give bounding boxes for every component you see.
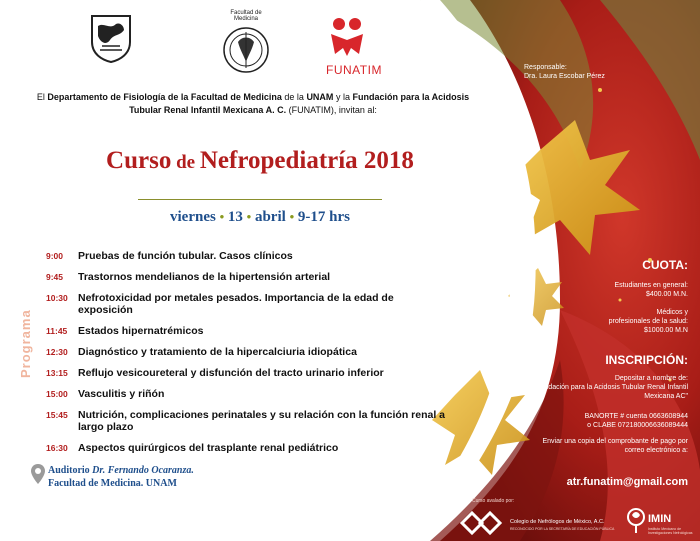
unam-seal-icon xyxy=(88,12,134,64)
intro-org-unam: UNAM xyxy=(306,92,334,102)
program-time: 10:30 xyxy=(46,293,68,303)
date-month: abril xyxy=(254,209,286,225)
avalado-label: Curso avalado por: xyxy=(472,498,515,504)
cnm-subtitle: RECONOCIDO POR LA SECRETARÍA DE EDUCACIÓN PÚBLICA xyxy=(510,527,615,531)
program-item xyxy=(46,271,446,283)
imin-name: IMIN xyxy=(648,513,672,525)
title-word: Curso xyxy=(106,147,172,174)
funatim-logo-icon xyxy=(325,14,369,60)
inscripcion-heading: INSCRIPCIÓN: xyxy=(605,353,688,367)
intro-part: y la xyxy=(333,92,353,102)
cuota-medics-amount: $1000.00 M.N xyxy=(644,327,688,334)
program-title: Aspectos quirúrgicos del trasplante renal pediátrico xyxy=(78,442,339,454)
separator-dot: • xyxy=(289,209,295,224)
cuota-students-label: Estudiantes en general: xyxy=(614,282,688,289)
program-time: 9:00 xyxy=(46,251,64,261)
program-title: Pruebas de función tubular. Casos clínicos xyxy=(78,250,293,262)
date-hours: 9-17 hrs xyxy=(297,209,350,225)
program-title: Trastornos mendelianos de la hipertensión arterial xyxy=(78,271,331,283)
title-word: Nefropediatría 2018 xyxy=(199,147,414,174)
intro-part: El xyxy=(36,92,48,102)
program-item xyxy=(46,346,446,358)
program-title: Diagnóstico y tratamiento de la hipercalciuria idiopática xyxy=(78,346,357,358)
deposit-label: Depositar a nombre de: xyxy=(614,375,688,382)
program-item xyxy=(46,442,446,454)
bank-details xyxy=(585,412,688,430)
intro-part: (FUNATIM), invitan al: xyxy=(286,105,377,115)
program-item xyxy=(46,250,446,262)
program-title: Estados hipernatrémicos xyxy=(78,325,204,337)
inscripcion-deposit xyxy=(518,374,688,401)
program-time: 16:30 xyxy=(46,443,68,453)
intro-org-fundacion: Fundación para la Acidosis Tubular Renal Infantil Mexicana A. C. xyxy=(129,92,470,115)
location-pin-icon xyxy=(31,464,45,484)
contact-email[interactable]: atr.funatim@gmail.com xyxy=(566,476,688,488)
program-title: Nefrotoxicidad por metales pesados. Importancia de la edad de exposición xyxy=(78,292,394,316)
program-title: Vasculitis y riñón xyxy=(78,388,165,400)
facultad-label: Facultad de Medicina xyxy=(230,10,262,22)
clabe-account: o CLABE 072180006636089444 xyxy=(587,422,688,429)
program-time: 12:30 xyxy=(46,347,68,357)
program-time: 15:45 xyxy=(46,410,68,420)
responsable-name: Dra. Laura Escobar Pérez xyxy=(524,73,605,80)
program-item xyxy=(46,367,446,379)
cnm-name: Colegio de Nefrólogos de México, A.C. xyxy=(510,519,605,525)
banorte-account: BANORTE # cuenta 0663608944 xyxy=(584,413,688,420)
program-title: Nutrición, complicaciones perinatales y su relación con la función renal a largo plazo xyxy=(78,409,446,433)
logos-row xyxy=(0,8,430,83)
imin-logo-icon xyxy=(626,507,646,535)
intro-text xyxy=(28,91,478,117)
sponsor-logos xyxy=(458,503,698,539)
responsable-label: Responsable: xyxy=(524,64,567,71)
funatim-wordmark: FUNATIM xyxy=(326,63,382,77)
venue-info xyxy=(48,464,194,490)
cuota-students xyxy=(614,281,688,299)
program-item xyxy=(46,409,446,433)
date-line xyxy=(40,209,480,226)
cuota-heading: CUOTA: xyxy=(642,258,688,272)
facultad-medicina-seal-icon xyxy=(218,8,274,78)
title-divider xyxy=(138,199,382,200)
program-time: 13:15 xyxy=(46,368,68,378)
program-item xyxy=(46,388,446,400)
program-time: 9:45 xyxy=(46,272,64,282)
program-time: 11:45 xyxy=(46,326,68,336)
program-time: 15:00 xyxy=(46,389,68,399)
cuota-students-amount: $400.00 M.N. xyxy=(645,291,688,298)
programa-label: Programa xyxy=(18,309,33,378)
responsable-block xyxy=(524,63,605,81)
cuota-medics xyxy=(609,308,688,335)
send-receipt-note: Enviar una copia del comprobante de pago por correo electrónico a: xyxy=(542,438,688,454)
separator-dot: • xyxy=(246,209,252,224)
program-list xyxy=(46,250,446,454)
intro-org-department: Departamento de Fisiología de la Facultad de Medicina xyxy=(47,92,282,102)
cuota-medics-label: profesionales de la salud: xyxy=(608,318,688,325)
imin-subtitle: Instituto Mexicano de Investigaciones Nefrológicas xyxy=(648,527,693,535)
venue-name: Dr. Fernando Ocaranza. xyxy=(92,465,194,476)
separator-dot: • xyxy=(219,209,225,224)
cnm-logo-icon xyxy=(458,509,506,537)
title-connector: de xyxy=(171,152,200,173)
date-day: viernes xyxy=(170,209,216,225)
cuota-medics-label: Médicos y xyxy=(656,309,688,316)
venue-prefix: Auditorio xyxy=(48,465,93,476)
date-number: 13 xyxy=(227,209,243,225)
intro-part: de la xyxy=(281,92,307,102)
venue-line2: Facultad de Medicina. UNAM xyxy=(48,478,177,489)
course-title xyxy=(40,147,480,175)
deposit-name: "Fundación para la Acidosis Tubular Renal Infantil Mexicana AC" xyxy=(533,384,688,400)
program-item xyxy=(46,292,446,316)
program-item xyxy=(46,325,446,337)
program-title: Reflujo vesicoureteral y disfunción del tracto urinario inferior xyxy=(78,367,384,379)
